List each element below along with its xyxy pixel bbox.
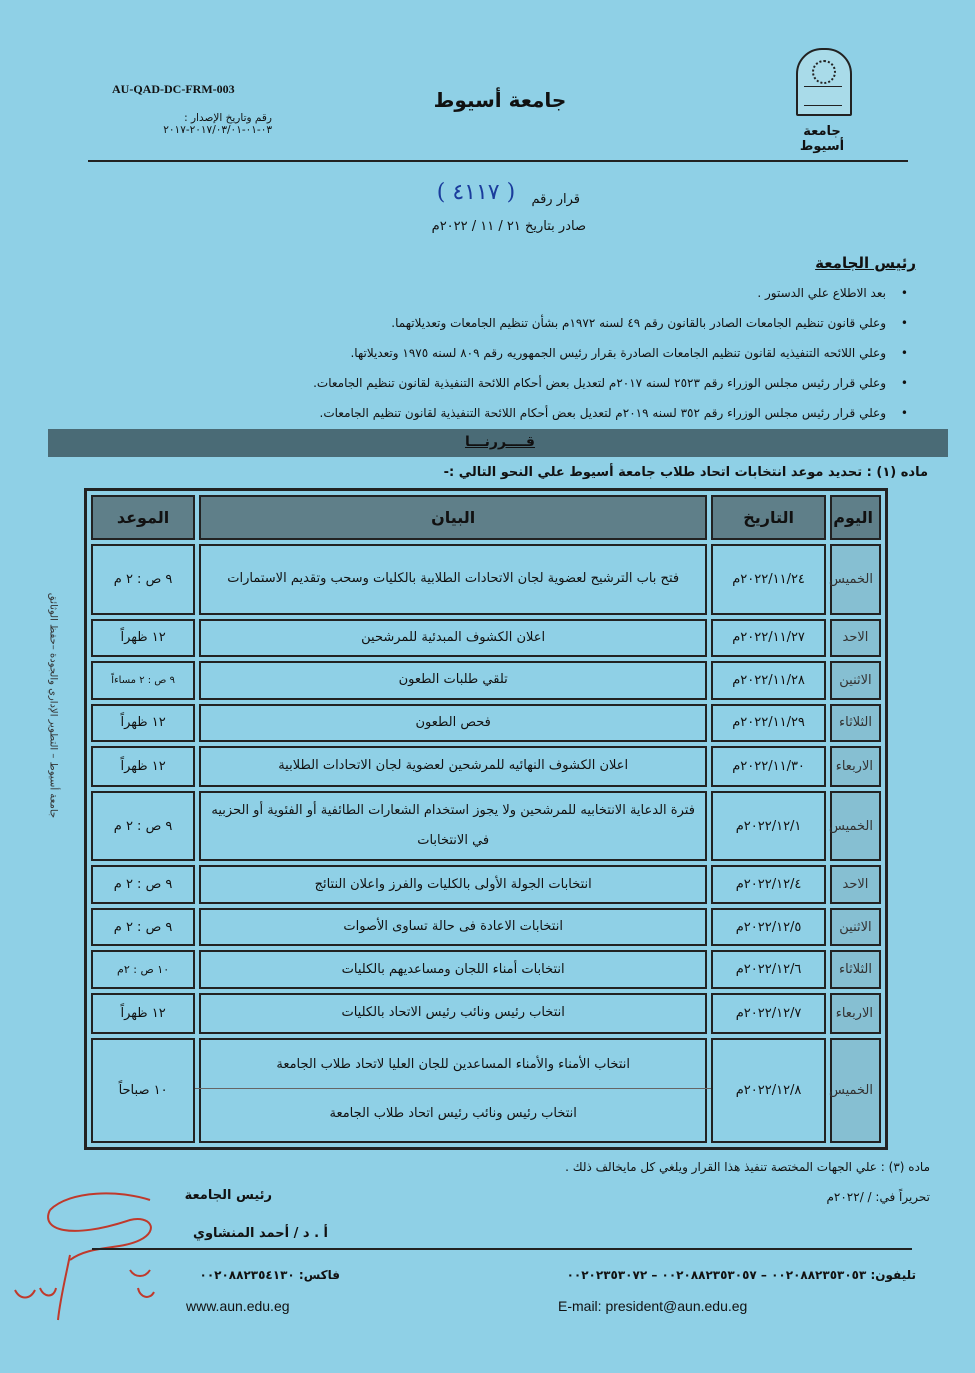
row-time: ١٢ ظهراً	[91, 704, 195, 743]
footer-email[interactable]: E-mail: president@aun.edu.eg	[558, 1298, 748, 1314]
row-desc: انتخابات أمناء اللجان ومساعديهم بالكليات	[199, 950, 707, 989]
logo-caption: جامعة أسيوط	[799, 124, 845, 154]
row-desc-2: انتخاب رئيس ونائب رئيس اتحاد طلاب الجامعة	[329, 1105, 577, 1121]
handwritten-signature	[10, 1170, 210, 1330]
row-day: الاحد	[830, 619, 881, 658]
issuer-heading: رئيس الجامعة	[815, 254, 916, 272]
row-day: الخميس	[830, 791, 881, 862]
row-desc: انتخاب الأمناء والأمناء المساعدين للجان العليا لاتحاد طلاب الجامعة	[195, 1042, 711, 1089]
table-row	[91, 865, 881, 904]
row-desc-group	[199, 1038, 707, 1143]
row-time: ٩ ص : ٢ م	[91, 908, 195, 947]
table-row	[91, 661, 881, 700]
table-header-row	[91, 495, 881, 540]
row-date: ٢٠٢٢/١٢/١م	[711, 791, 826, 862]
row-desc: فحص الطعون	[199, 704, 707, 743]
row-day: الاربعاء	[830, 993, 881, 1034]
row-day: الثلاثاء	[830, 950, 881, 989]
row-day: الاثنين	[830, 908, 881, 947]
table-row	[91, 908, 881, 947]
row-desc: فترة الدعاية الانتخابيه للمرشحين ولا يجوز استخدام الشعارات الطائفية أو الفئوية أو الحزبيه في الانتخابات	[199, 791, 707, 862]
preamble-item: • وعلي قرار رئيس مجلس الوزراء رقم ٢٥٢٣ لسنه ٢٠١٧م لتعديل بعض أحكام اللائحة التنفيذية لقانون تنظيم الجامعات.	[230, 376, 886, 390]
signatory-title: رئيس الجامعة	[184, 1188, 272, 1203]
header-time: الموعد	[91, 495, 195, 540]
issue-line: رقم وتاريخ الإصدار : ٠٣-٠١-٢٠١٧/٠٣/٠١-٢٠١٧	[163, 112, 272, 136]
row-time: ١٠ صباحاً	[91, 1038, 195, 1143]
row-time: ١٢ ظهراً	[91, 993, 195, 1034]
table-row	[91, 1038, 881, 1143]
election-schedule-table	[84, 488, 888, 1150]
form-code: AU-QAD-DC-FRM-003	[112, 82, 235, 96]
row-day: الاربعاء	[830, 746, 881, 787]
row-date: ٢٠٢٢/١٢/٦م	[711, 950, 826, 989]
decree-number-value: ( ٤١١٧ )	[436, 180, 516, 205]
row-desc: تلقي طلبات الطعون	[199, 661, 707, 700]
decree-date: صادر بتاريخ ٢١ / ١١ / ٢٠٢٢م	[431, 219, 586, 234]
preamble-item: • بعد الاطلاع علي الدستور .	[600, 286, 886, 300]
row-desc: انتخابات الجولة الأولى بالكليات والفرز واعلان النتائج	[199, 865, 707, 904]
row-time: ١٠ ص : ٢م	[91, 950, 195, 989]
table-row	[91, 993, 881, 1034]
side-note-text: جامعة أسيوط – التطوير الإداري والجودة –حفظ الوثائق	[47, 592, 59, 819]
table-row	[91, 746, 881, 787]
row-time: ١٢ ظهراً	[91, 746, 195, 787]
row-desc: انتخاب رئيس ونائب رئيس الاتحاد بالكليات	[199, 993, 707, 1034]
row-time: ٩ ص : ٢ م	[91, 544, 195, 615]
university-title: جامعة أسيوط	[433, 88, 567, 112]
signatory-name: أ . د / أحمد المنشاوي	[193, 1226, 328, 1241]
row-time: ١٢ ظهراً	[91, 619, 195, 658]
table-row	[91, 544, 881, 615]
university-logo	[796, 48, 852, 116]
decree-number-label: قرار رقم	[531, 192, 580, 207]
row-desc: انتخابات الاعادة فى حالة تساوى الأصوات	[199, 908, 707, 947]
row-desc: اعلان الكشوف النهائيه للمرشحين لعضوية لجان الاتحادات الطلابية	[199, 746, 707, 787]
table-row	[91, 791, 881, 862]
row-date: ٢٠٢٢/١٢/٨م	[711, 1038, 826, 1143]
row-date: ٢٠٢٢/١٢/٧م	[711, 993, 826, 1034]
row-date: ٢٠٢٢/١١/٢٩م	[711, 704, 826, 743]
logo-text-band	[804, 86, 842, 106]
header-divider	[88, 160, 908, 162]
row-time: ٩ ص : ٢ مساءاً	[91, 661, 195, 700]
row-day: الخميس	[830, 1038, 881, 1143]
sun-icon	[812, 60, 836, 84]
preamble-item: • وعلي قانون تنظيم الجامعات الصادر بالقانون رقم ٤٩ لسنه ١٩٧٢م بشأن تنظيم الجامعات وتعديلاتهما.	[300, 316, 886, 330]
row-time: ٩ ص : ٢ م	[91, 865, 195, 904]
row-date: ٢٠٢٢/١٢/٤م	[711, 865, 826, 904]
row-day: الاحد	[830, 865, 881, 904]
row-desc: اعلان الكشوف المبدئية للمرشحين	[199, 619, 707, 658]
header-day: اليوم	[830, 495, 881, 540]
table-row	[91, 704, 881, 743]
row-day: الثلاثاء	[830, 704, 881, 743]
article-1: ماده (١) : تحديد موعد انتخابات اتحاد طلاب جامعة أسيوط علي النحو التالي :-	[443, 465, 928, 480]
row-day: الاثنين	[830, 661, 881, 700]
row-date: ٢٠٢٢/١١/٢٤م	[711, 544, 826, 615]
row-day: الخميس	[830, 544, 881, 615]
footer-phone: تليفون: ٠٠٢٠٨٨٢٣٥٣٠٥٣ – ٠٠٢٠٨٨٢٣٥٣٠٥٧ – ٠٠٢٠٢٣٥٣٠٧٢	[566, 1268, 916, 1282]
footer-fax: فاكس: ٠٠٢٠٨٨٢٣٥٤١٣٠	[199, 1268, 340, 1282]
table-row	[91, 950, 881, 989]
preamble-item: • وعلي اللائحه التنفيذيه لقانون تنظيم الجامعات الصادرة بقرار رئيس الجمهوريه رقم ٨٠٩ لسنه ١٩٧٥ وتعديلاتها.	[250, 346, 886, 360]
footer-website[interactable]: www.aun.edu.eg	[186, 1298, 290, 1314]
written-on: تحريراً في: / /٢٠٢٢م	[826, 1190, 930, 1204]
row-date: ٢٠٢٢/١١/٣٠م	[711, 746, 826, 787]
table-row	[91, 619, 881, 658]
decided-label: قــــررنـــا	[465, 434, 535, 450]
side-note	[38, 590, 64, 840]
footer-divider	[92, 1248, 912, 1250]
header-date: التاريخ	[711, 495, 826, 540]
row-desc: فتح باب الترشيح لعضوية لجان الاتحادات الطلابية بالكليات وسحب وتقديم الاستمارات	[199, 544, 707, 615]
row-time: ٩ ص : ٢ م	[91, 791, 195, 862]
header-desc: البيان	[199, 495, 707, 540]
row-date: ٢٠٢٢/١١/٢٧م	[711, 619, 826, 658]
row-date: ٢٠٢٢/١١/٢٨م	[711, 661, 826, 700]
preamble-item: • وعلي قرار رئيس مجلس الوزراء رقم ٣٥٢ لسنه ٢٠١٩م لتعديل بعض أحكام اللائحة التنفيذية لقانون تنظيم الجامعات.	[230, 406, 886, 420]
article-2: ماده (٣) : علي الجهات المختصة تنفيذ هذا القرار ويلغي كل مايخالف ذلك .	[565, 1160, 930, 1174]
row-date: ٢٠٢٢/١٢/٥م	[711, 908, 826, 947]
